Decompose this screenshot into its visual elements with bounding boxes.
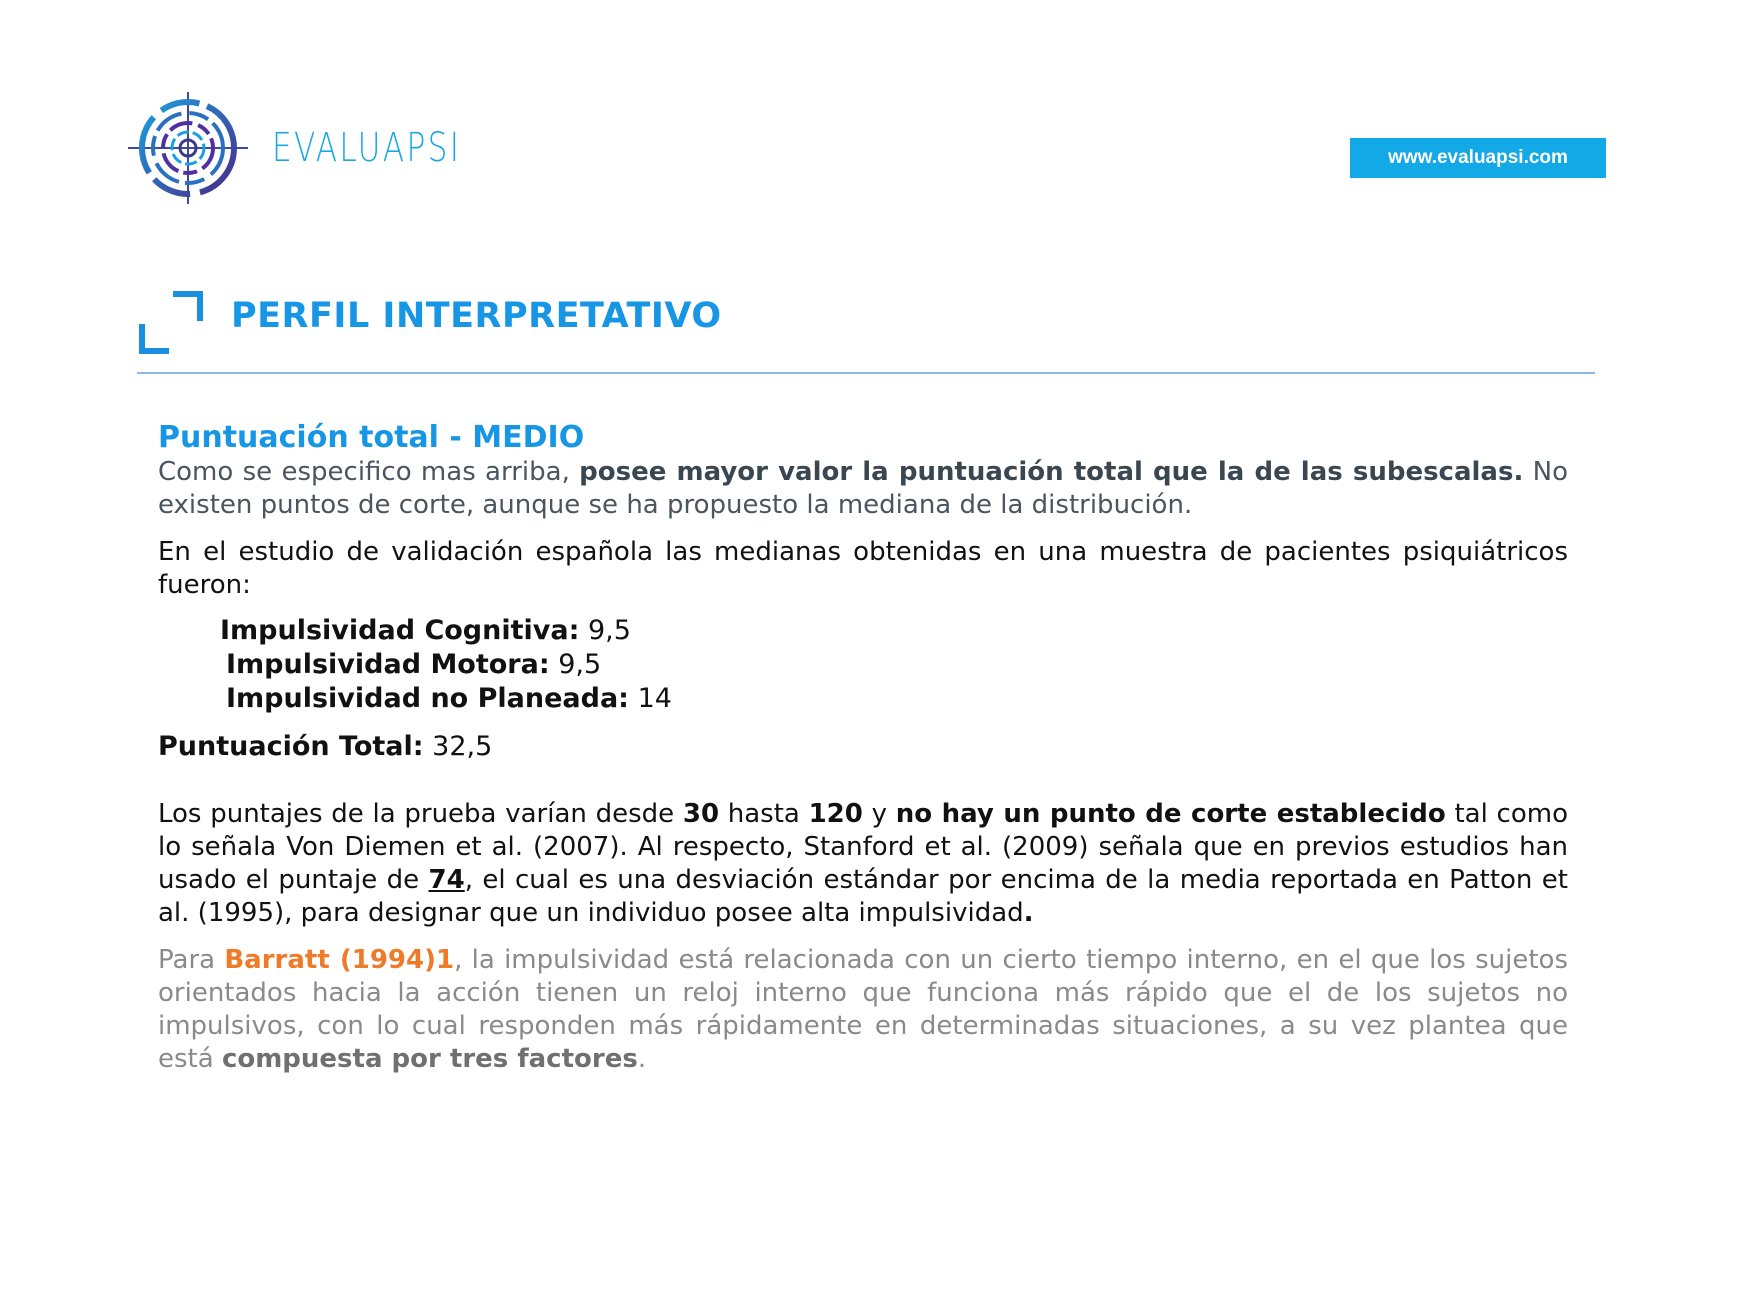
list-item [226, 648, 1568, 682]
website-link[interactable]: www.evaluapsi.com [1350, 138, 1606, 178]
section-divider [137, 372, 1595, 374]
corner-bracket-icon [138, 290, 204, 356]
text: . [637, 1044, 647, 1074]
paragraph-scores [158, 798, 1568, 930]
brand-name: EVALUAPSI [272, 125, 462, 171]
bold-text: 30 [682, 799, 720, 829]
document-body [158, 420, 1568, 1076]
list-item [226, 682, 1568, 716]
total-label: Puntuación Total: [158, 731, 424, 762]
text: No existen puntos de corte, aunque se ha propuesto la mediana de la distribución. [158, 457, 1569, 520]
bold-text: posee mayor valor la puntuación total que la de las subescalas. [579, 457, 1524, 487]
text: y [862, 799, 896, 829]
bold-text: no hay un punto de corte establecido [895, 799, 1446, 829]
text: tal como lo señala Von Diemen et al. (2007). Al respecto, Stanford et al. (2009) señala que en previos estudios han usado el puntaje de [158, 799, 1568, 895]
median-label: Impulsividad Cognitiva: [220, 615, 580, 646]
section-title: PERFIL INTERPRETATIVO [231, 296, 722, 336]
bold-text: compuesta por tres factores [221, 1044, 638, 1074]
median-label: Impulsividad Motora: [226, 649, 550, 680]
medians-list [220, 614, 1568, 716]
text: Los puntajes de la prueba varían desde [158, 799, 683, 829]
text: , el cual es una desviación estándar por encima de la media reportada en Patton et al. (1995), para designar que un individuo posee alta impulsividad [158, 865, 1568, 928]
subheading: Puntuación total - MEDIO [158, 420, 585, 455]
median-value: 9,5 [579, 615, 631, 646]
total-score [158, 730, 1568, 763]
median-label: Impulsividad no Planeada: [226, 683, 629, 714]
median-value: 14 [628, 683, 672, 714]
text: , la impulsividad está relacionada con un cierto tiempo interno, en el que los sujetos orientados hacia la acción tienen un reloj interno que funciona más rápido que el de los sujetos no impulsivos, con lo cual responden más rápidamente en determinadas situaciones, a su vez plantea que está [158, 945, 1568, 1074]
median-value: 9,5 [549, 649, 602, 680]
text: Como se especifico mas arriba, [158, 457, 580, 487]
text: hasta [719, 799, 809, 829]
citation-highlight: Barratt (1994)1 [224, 945, 455, 975]
evaluapsi-logo-icon [128, 92, 248, 204]
bold-text: . [1023, 898, 1034, 928]
list-item [220, 614, 1568, 648]
bold-underlined-text: 74 [428, 865, 465, 895]
paragraph-barratt [158, 944, 1568, 1076]
total-value: 32,5 [423, 731, 493, 762]
paragraph-intro [158, 456, 1568, 522]
brand-logo[interactable] [128, 92, 515, 204]
bold-text: 120 [808, 799, 863, 829]
text: Para [158, 945, 225, 975]
paragraph-validation: En el estudio de validación española las medianas obtenidas en una muestra de pacientes psiquiátricos fueron: [158, 537, 1568, 600]
